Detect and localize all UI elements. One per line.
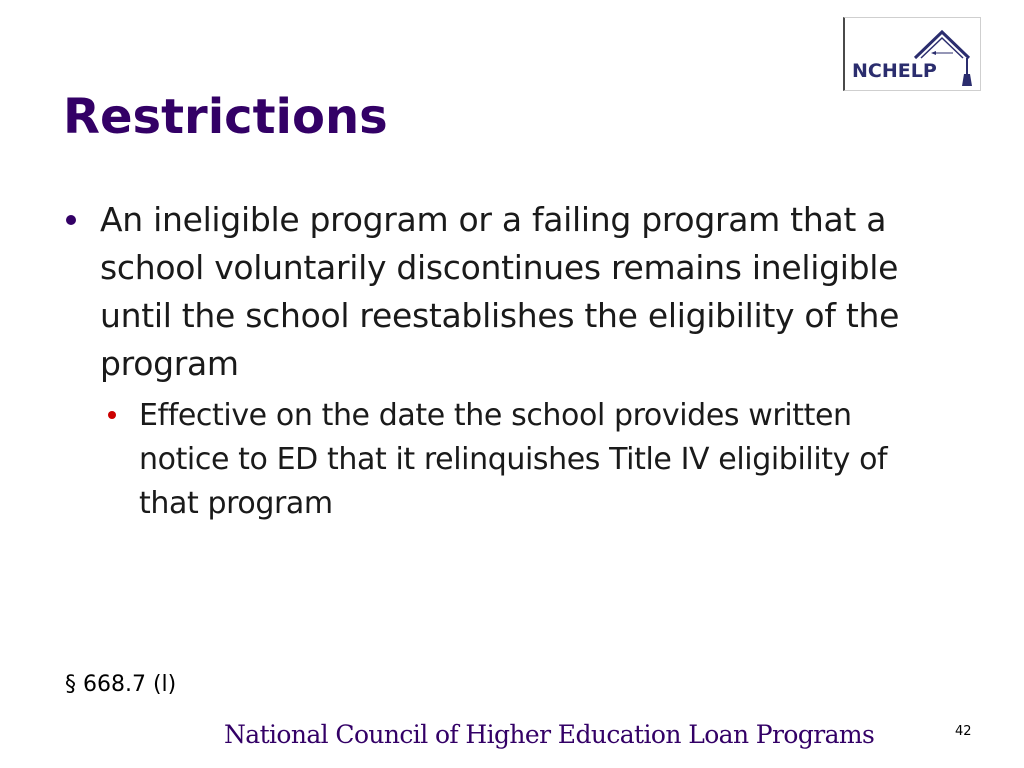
bullet-dot-icon (66, 215, 76, 225)
sub-bullet-text: Effective on the date the school provides written notice to ED that it relinquishes Title IV eligibility of that program (139, 398, 888, 521)
logo-text: NCHELP (852, 60, 937, 82)
nchelp-logo (843, 17, 981, 91)
bullet-text: An ineligible program or a failing program that a school voluntarily discontinues remains ineligible until the school reestablishes the eligibility of the program (100, 200, 900, 383)
footer-organization: National Council of Higher Education Loan Programs (224, 720, 875, 749)
slide-title: Restrictions (63, 89, 388, 145)
regulation-citation: § 668.7 (l) (65, 672, 177, 697)
sub-bullet-dot-icon (108, 411, 116, 419)
page-number: 42 (955, 724, 972, 739)
